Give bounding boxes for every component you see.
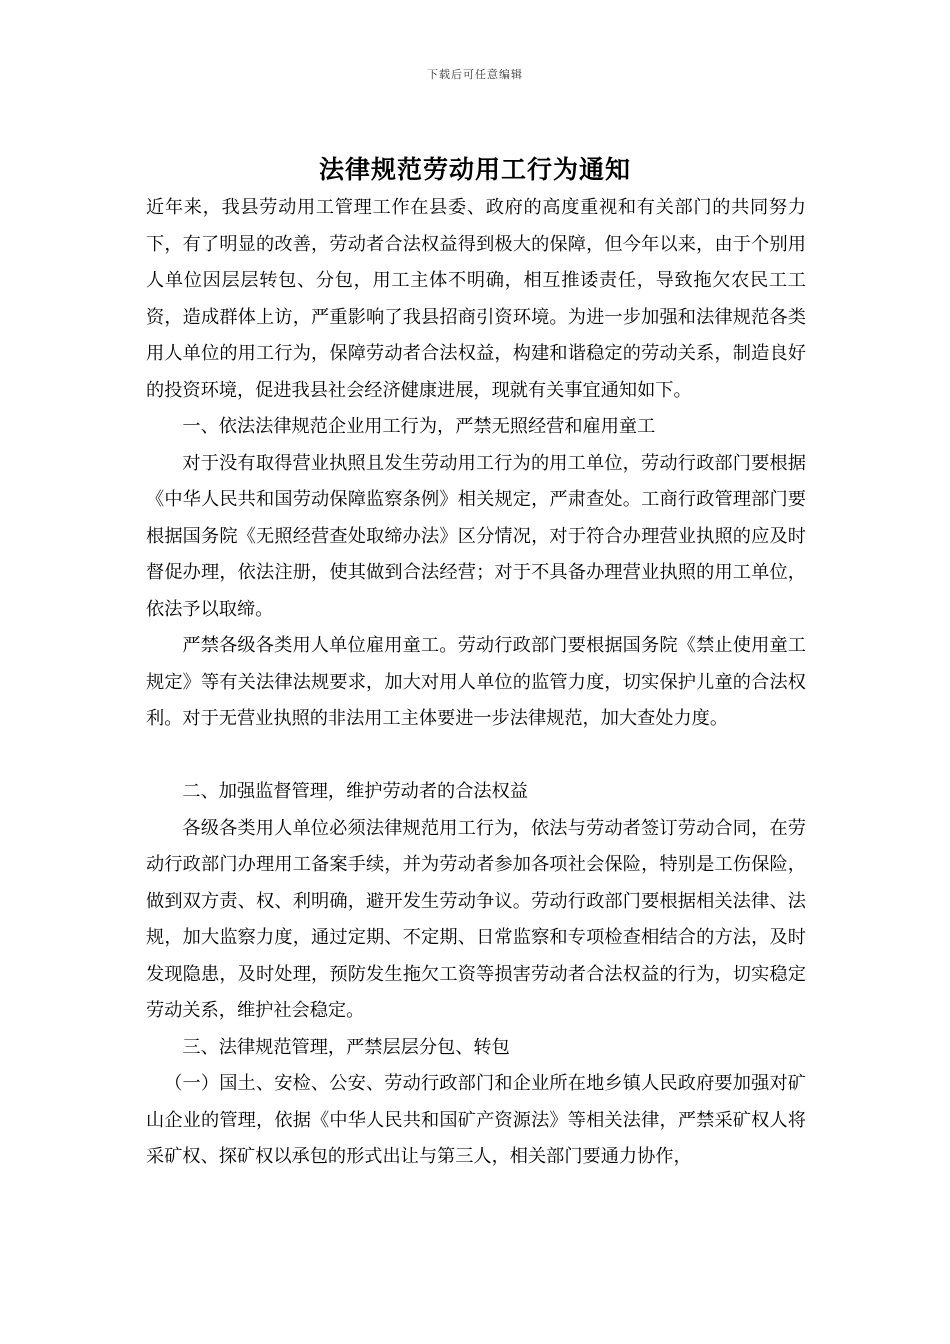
document-body — [146, 190, 806, 1176]
section-heading-2: 二、加强监督管理，维护劳动者的合法权益 — [182, 781, 528, 802]
paragraph-section-3-item-1: （一）国土、安检、公安、劳动行政部门和企业所在地乡镇人民政府要加强对矿山企业的管理，依据《中华人民共和国矿产资源法》等相关法律，严禁采矿权人将采矿权、探矿权以承包的形式出让与第三人，相关部门要通力协作， — [146, 1073, 806, 1167]
paragraph-section-2: 各级各类用人单位必须法律规范用工行为，依法与劳动者签订劳动合同，在劳动行政部门办理用工备案手续，并为劳动者参加各项社会保险，特别是工伤保险，做到双方责、权、利明确，避开发生劳动争议。劳动行政部门要根据相关法律、法规，加大监察力度，通过定期、不定期、日常监察和专项检查相结合的方法，及时发现隐患，及时处理，预防发生拖欠工资等损害劳动者合法权益的行为，切实稳定劳动关系，维护社会稳定。 — [146, 817, 806, 1021]
section-heading-1: 一、依法法律规范企业用工行为，严禁无照经营和雇用童工 — [182, 416, 656, 437]
document-title: 法律规范劳动用工行为通知 — [318, 155, 631, 184]
paragraph-intro: 近年来，我县劳动用工管理工作在县委、政府的高度重视和有关部门的共同努力下，有了明显的改善，劳动者合法权益得到极大的保障，但今年以来，由于个别用人单位因层层转包、分包，用工主体不明确，相互推诿责任，导致拖欠农民工工资，造成群体上访，严重影响了我县招商引资环境。为进一步加强和法律规范各类用人单位的用工行为，保障劳动者合法权益，构建和谐稳定的劳动关系，制造良好的投资环境，促进我县社会经济健康进展，现就有关事宜通知如下。 — [146, 197, 806, 401]
header-note: 下载后可任意编辑 — [427, 68, 523, 81]
paragraph-spacer — [146, 738, 806, 775]
section-heading-3: 三、法律规范管理，严禁层层分包、转包 — [182, 1036, 510, 1058]
paragraph-section-1-a: 对于没有取得营业执照且发生劳动用工行为的用工单位，劳动行政部门要根据《中华人民共和国劳动保障监察条例》相关规定，严肃查处。工商行政管理部门要根据国务院《无照经营查处取缔办法》区分情况，对于符合办理营业执照的应及时督促办理，依法注册，使其做到合法经营；对于不具备办理营业执照的用工单位，依法予以取缔。 — [146, 452, 806, 620]
paragraph-section-1-b: 严禁各级各类用人单位雇用童工。劳动行政部门要根据国务院《禁止使用童工规定》等有关法律法规要求，加大对用人单位的监管力度，切实保护儿童的合法权利。对于无营业执照的非法用工主体要进一步法律规范，加大查处力度。 — [146, 635, 806, 729]
